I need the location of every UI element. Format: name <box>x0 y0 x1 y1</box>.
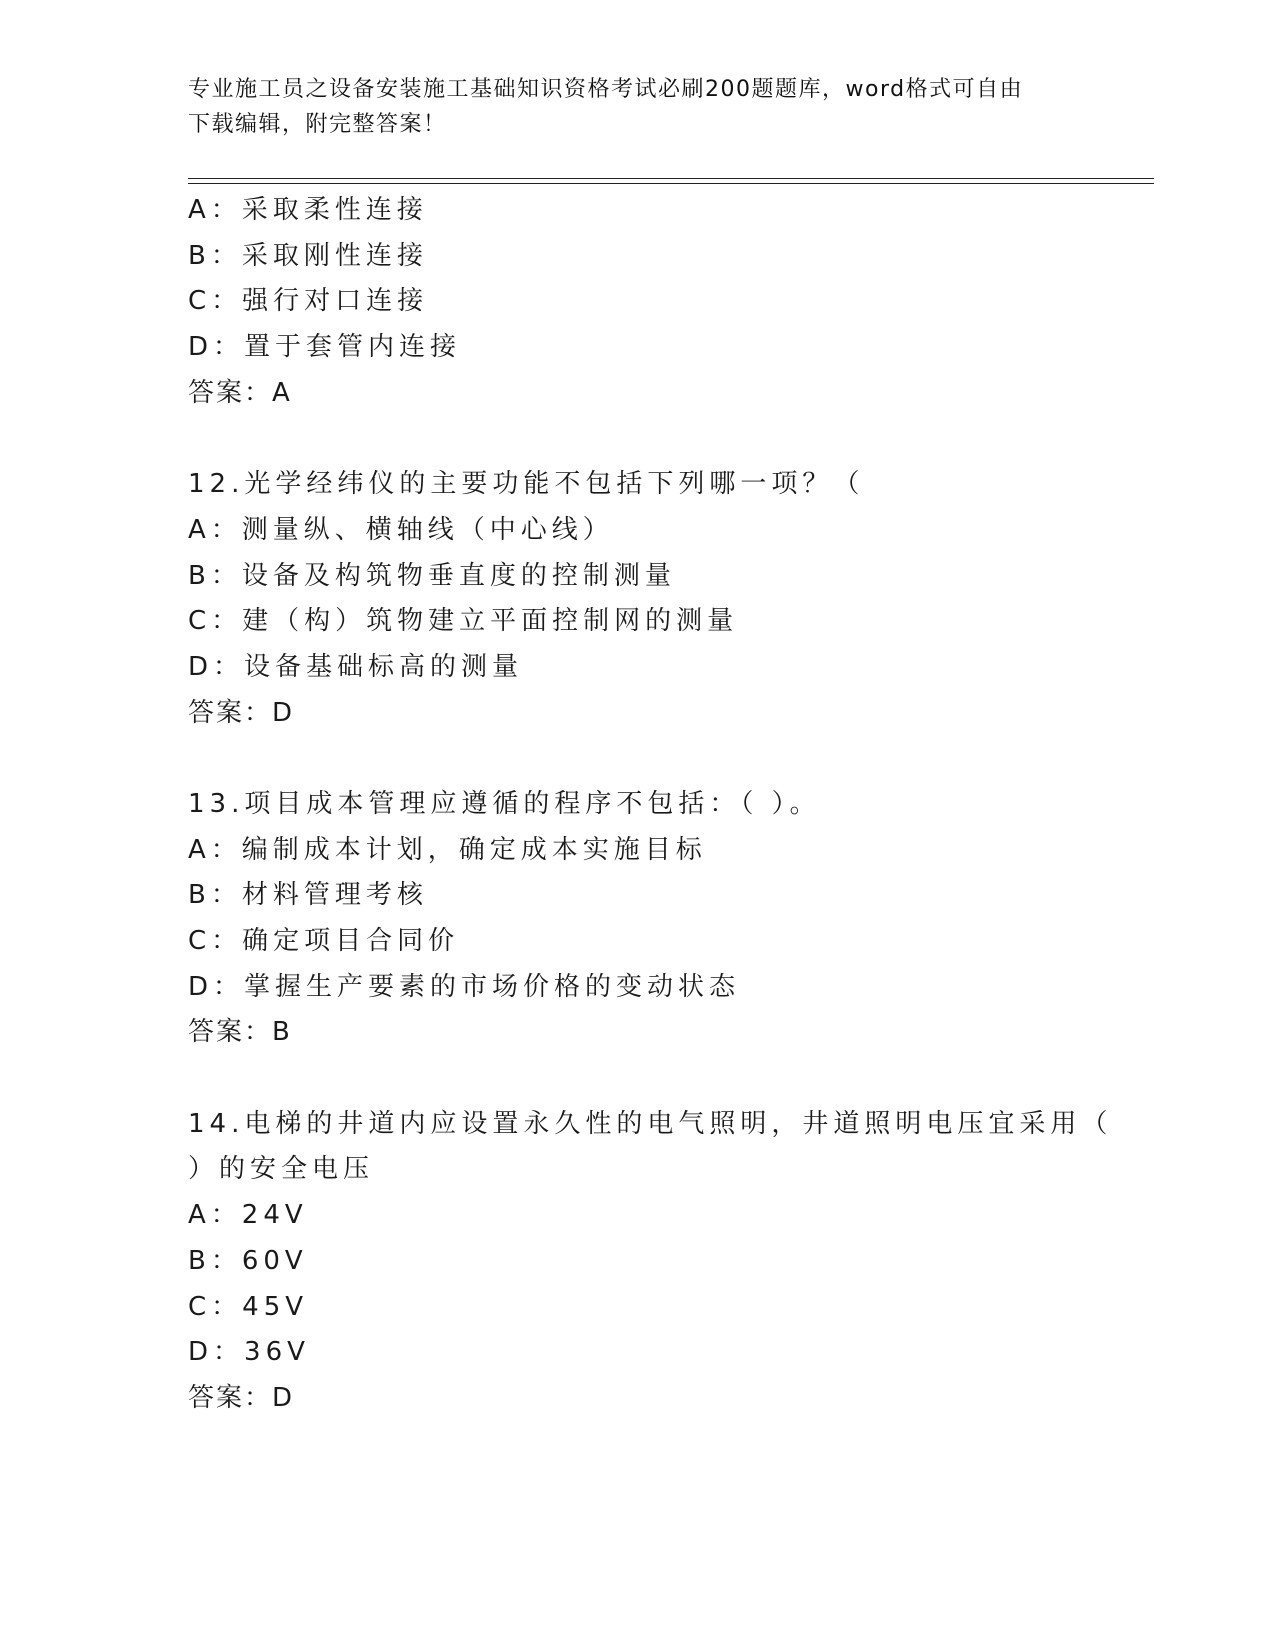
document-header <box>188 72 1068 142</box>
option-b: B：60V <box>188 1245 308 1276</box>
question-stem: 12.光学经纬仪的主要功能不包括下列哪一项？（ <box>188 469 865 500</box>
option-a: A：24V <box>188 1200 308 1231</box>
option-d: D：36V <box>188 1337 310 1368</box>
header-line-2: 下载编辑，附完整答案！ <box>188 112 447 137</box>
option-a: A：采取柔性连接 <box>188 195 428 225</box>
option-a: A：测量纵、横轴线（中心线） <box>188 514 614 545</box>
option-b: B：材料管理考核 <box>188 880 428 911</box>
question-stem: 14.电梯的井道内应设置永久性的电气照明，井道照明电压宜采用（ <box>188 1108 1113 1139</box>
answer-line: 答案：A <box>188 377 292 408</box>
answer-line: 答案：D <box>188 1382 295 1413</box>
question-stem: 13.项目成本管理应遵循的程序不包括：（ ）。 <box>188 788 821 819</box>
option-c: C：45V <box>188 1291 309 1322</box>
question-11-continued <box>188 188 1088 416</box>
question-13 <box>188 782 1088 1056</box>
option-a: A：编制成本计划，确定成本实施目标 <box>188 834 707 865</box>
spacer <box>188 416 1088 462</box>
option-d: D：置于套管内连接 <box>188 332 462 363</box>
header-divider-bottom <box>188 183 1154 184</box>
spacer <box>188 736 1088 782</box>
header-line-1: 专业施工员之设备安装施工基础知识资格考试必刷200题题库，word格式可自由 <box>188 77 1024 102</box>
question-stem-continued: ）的安全电压 <box>188 1154 375 1185</box>
option-d: D：掌握生产要素的市场价格的变动状态 <box>188 971 741 1002</box>
header-divider-top <box>188 178 1154 179</box>
answer-line: 答案：D <box>188 697 295 728</box>
question-12 <box>188 462 1088 736</box>
question-14 <box>188 1102 1113 1422</box>
option-b: B：设备及构筑物垂直度的控制测量 <box>188 560 676 591</box>
spacer <box>188 1056 1088 1102</box>
option-c: C：强行对口连接 <box>188 286 429 317</box>
option-c: C：确定项目合同价 <box>188 926 460 956</box>
option-d: D：设备基础标高的测量 <box>188 651 524 682</box>
answer-line: 答案：B <box>188 1017 292 1048</box>
option-b: B：采取刚性连接 <box>188 240 428 271</box>
option-c: C：建（构）筑物建立平面控制网的测量 <box>188 606 739 637</box>
question-list <box>188 188 1113 1422</box>
